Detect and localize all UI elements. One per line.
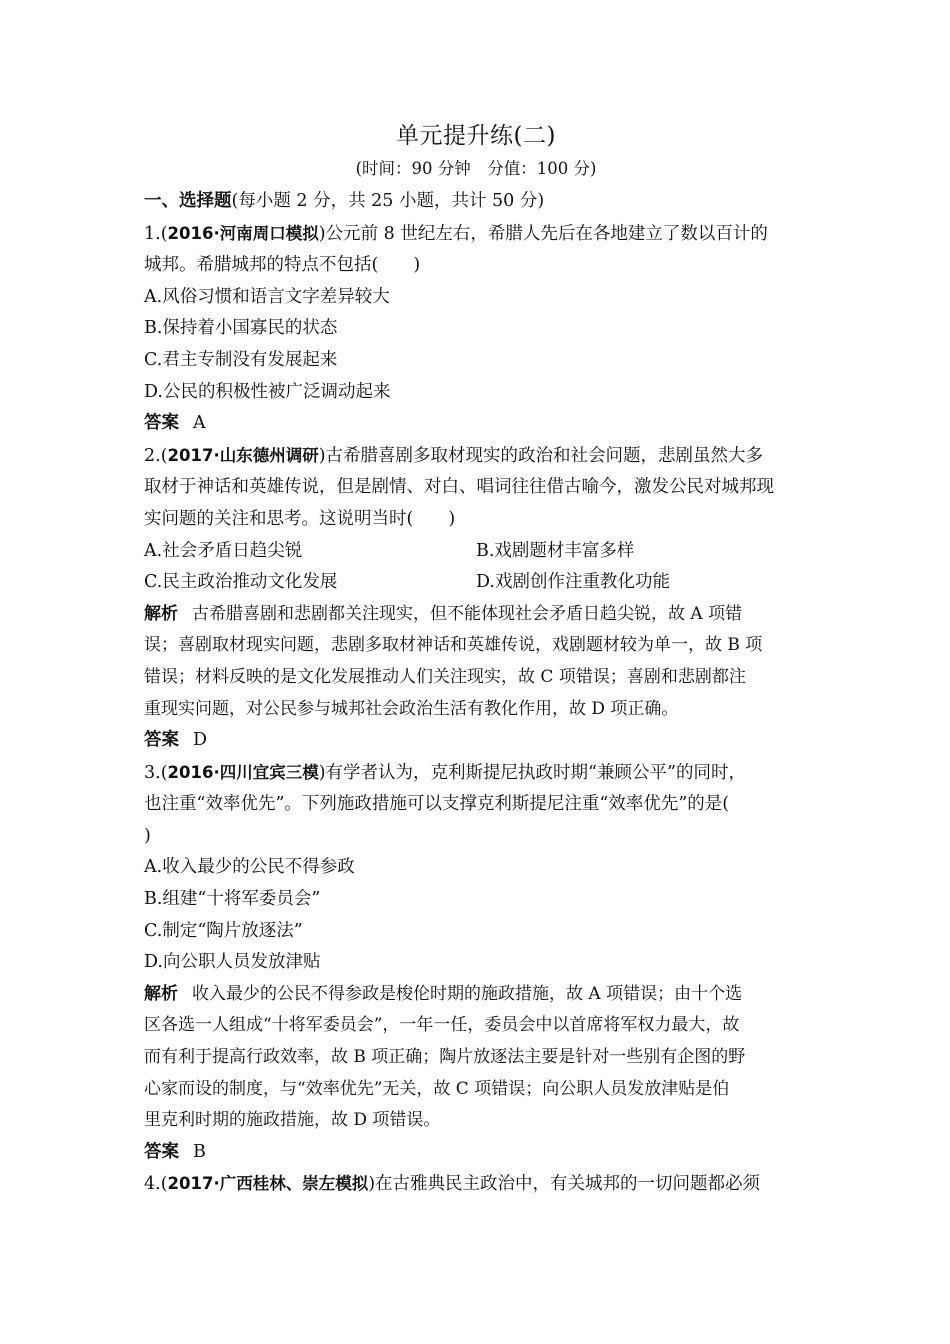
question-3-stem-line-3: ) [144,825,151,846]
question-1 [144,218,808,440]
page-subtitle: (时间：90 分钟 分值：100 分) [355,159,597,178]
question-4-stem-line-1 [144,1168,808,1201]
question-2-explain-line-1 [144,599,808,631]
question-3-explain-line-5: 里克利时期的施政措施，故 D 项错误。 [144,1110,441,1131]
question-3-explain-line-1 [144,979,808,1011]
question-number: 4.( [144,1174,168,1195]
question-stem-text: )古希腊喜剧多取材现实的政治和社会问题，悲剧虽然大多 [318,445,764,466]
answer-label: 答案 [144,730,179,751]
answer-label: 答案 [144,413,179,434]
section-label: 一、选择题 [144,191,232,211]
question-source: 2016·四川宜宾三模 [167,762,319,782]
question-2-option-a: A.社会矛盾日趋尖锐 [144,540,303,561]
question-2-option-c: C.民主政治推动文化发展 [144,572,338,593]
question-source: 2017·广西桂林、崇左模拟 [167,1174,369,1194]
question-3-stem-line-2: 也注重“效率优先”。下列施政措施可以支撑克利斯提尼注重“效率优先”的是( [144,794,730,815]
question-3-option-c: C.制定“陶片放逐法” [144,920,303,941]
question-1-option-b: B.保持着小国寡民的状态 [144,318,338,339]
question-number: 3.( [144,762,168,783]
question-3-answer [144,1137,808,1169]
answer-value: B [193,1141,206,1162]
page-title: 单元提升练(二) [396,123,556,149]
question-3-option-d: D.向公职人员发放津贴 [144,952,321,973]
answer-value: A [193,413,206,434]
question-stem-text: )在古雅典民主政治中，有关城邦的一切问题都必须 [368,1174,761,1195]
explain-text: 古希腊喜剧和悲剧都关注现实，但不能体现社会矛盾日趋尖锐，故 A 项错 [192,603,743,624]
question-2-option-d: D.戏剧创作注重教化功能 [476,572,670,593]
question-2-options-row-1 [144,536,808,568]
question-2-option-b: B.戏剧题材丰富多样 [476,540,635,561]
explain-label: 解析 [144,603,178,624]
question-1-option-a: A.风俗习惯和语言文字差异较大 [144,286,390,307]
question-source: 2017·山东德州调研 [167,445,319,465]
question-1-stem-line-1 [144,218,808,251]
question-1-option-d: D.公民的积极性被广泛调动起来 [144,381,391,402]
question-2-explain-line-4: 重现实问题，对公民参与城邦社会政治生活有教化作用，故 D 项正确。 [144,698,679,719]
question-3-stem-line-1 [144,757,808,790]
question-3-explain-line-2: 区各选一人组成“十将军委员会”，一年一任，委员会中以首席将军权力最大，故 [144,1015,740,1036]
explain-label: 解析 [144,983,178,1004]
question-3-explain-line-4: 心家而设的制度，与“效率优先”无关，故 C 项错误；向公职人员发放津贴是伯 [144,1078,730,1099]
question-1-answer [144,408,808,440]
question-source: 2016·河南周口模拟 [167,223,319,243]
question-number: 1.( [144,223,168,244]
question-2-explain-line-3: 错误；材料反映的是文化发展推动人们关注现实，故 C 项错误；喜剧和悲剧都注 [144,666,746,687]
answer-label: 答案 [144,1141,179,1162]
question-3-option-a: A.收入最少的公民不得参政 [144,857,355,878]
question-2-options-row-2 [144,567,808,599]
section-heading [144,186,808,218]
explain-text: 收入最少的公民不得参政是梭伦时期的施政措施，故 A 项错误；由十个选 [192,983,743,1004]
question-2-stem-line-2: 取材于神话和英雄传说，但是剧情、对白、唱词往往借古喻今，激发公民对城邦现 [144,477,774,498]
question-2-answer [144,725,808,757]
question-2-stem-line-3: 实问题的关注和思考。这说明当时( ) [144,508,456,529]
question-3 [144,757,808,1169]
question-2-explain-line-2: 误；喜剧取材现实问题，悲剧多取材神话和英雄传说，戏剧题材较为单一，故 B 项 [144,635,763,656]
question-2 [144,440,808,757]
question-4 [144,1168,808,1201]
question-stem-text: )公元前 8 世纪左右，希腊人先后在各地建立了数以百计的 [318,223,768,244]
question-3-option-b: B.组建“十将军委员会” [144,889,321,910]
question-1-stem-line-2: 城邦。希腊城邦的特点不包括( ) [144,255,421,276]
question-3-explain-line-3: 而有利于提高行政效率，故 B 项正确；陶片放逐法主要是针对一些别有企图的野 [144,1047,746,1068]
question-2-stem-line-1 [144,440,808,473]
question-stem-text: )有学者认为，克利斯提尼执政时期“兼顾公平”的同时， [318,762,746,783]
document-page [144,118,808,1201]
question-1-option-c: C.君主专制没有发展起来 [144,349,338,370]
question-number: 2.( [144,445,168,466]
answer-value: D [193,730,208,751]
section-note: (每小题 2 分，共 25 小题，共计 50 分) [231,191,545,211]
